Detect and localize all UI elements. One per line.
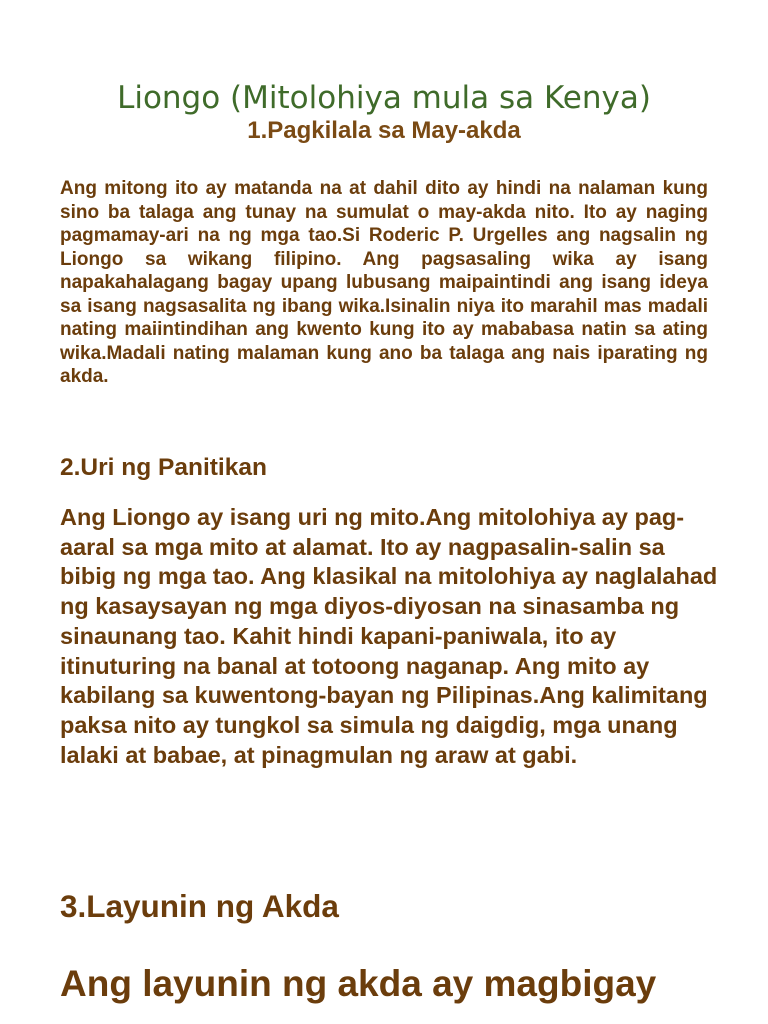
- section2-paragraph: Ang Liongo ay isang uri ng mito.Ang mitolohiya ay pag-aaral sa mga mito at alamat. Ito ay nagpasalin-salin sa bibig ng mga tao. Ang klasikal na mitolohiya ay naglalahad ng kasaysayan ng mga diyos-diyosan na sinasamba ng sinaunang tao. Kahit hindi kapani-paniwala, ito ay itinuturing na banal at totoong naganap. Ang mito ay kabilang sa kuwentong-bayan ng Pilipinas.Ang kalimitang paksa nito ay tungkol sa simula ng daigdig, mga unang lalaki at babae, at pinagmulan ng araw at gabi.: [60, 504, 718, 768]
- section1-heading: 1.Pagkilala sa May-akda: [247, 117, 521, 144]
- section3-heading: 3.Layunin ng Akda: [60, 888, 339, 924]
- section2-heading: 2.Uri ng Panitikan: [60, 454, 267, 481]
- document-title: Liongo (Mitolohiya mula sa Kenya): [117, 80, 651, 116]
- section1-paragraph: Ang mitong ito ay matanda na at dahil dito ay hindi na nalaman kung sino ba talaga ang tunay na sumulat o may-akda nito. Ito ay naging pagmamay-ari na ng mga tao.Si Roderic P. Urgelles ang nagsalin ng Liongo sa wikang filipino. Ang pagsasaling wika ay isang napakahalagang bagay upang lubusang maipaintindi ang isang ideya sa isang nagsasalita ng ibang wika.Isinalin niya ito marahil mas madali nating maiintindihan ang kwento kung ito ay mababasa natin sa ating wika.Madali nating malaman kung ano ba talaga ang nais iparating ng akda.: [60, 178, 708, 387]
- section3-paragraph: Ang layunin ng akda ay magbigay: [60, 963, 657, 1004]
